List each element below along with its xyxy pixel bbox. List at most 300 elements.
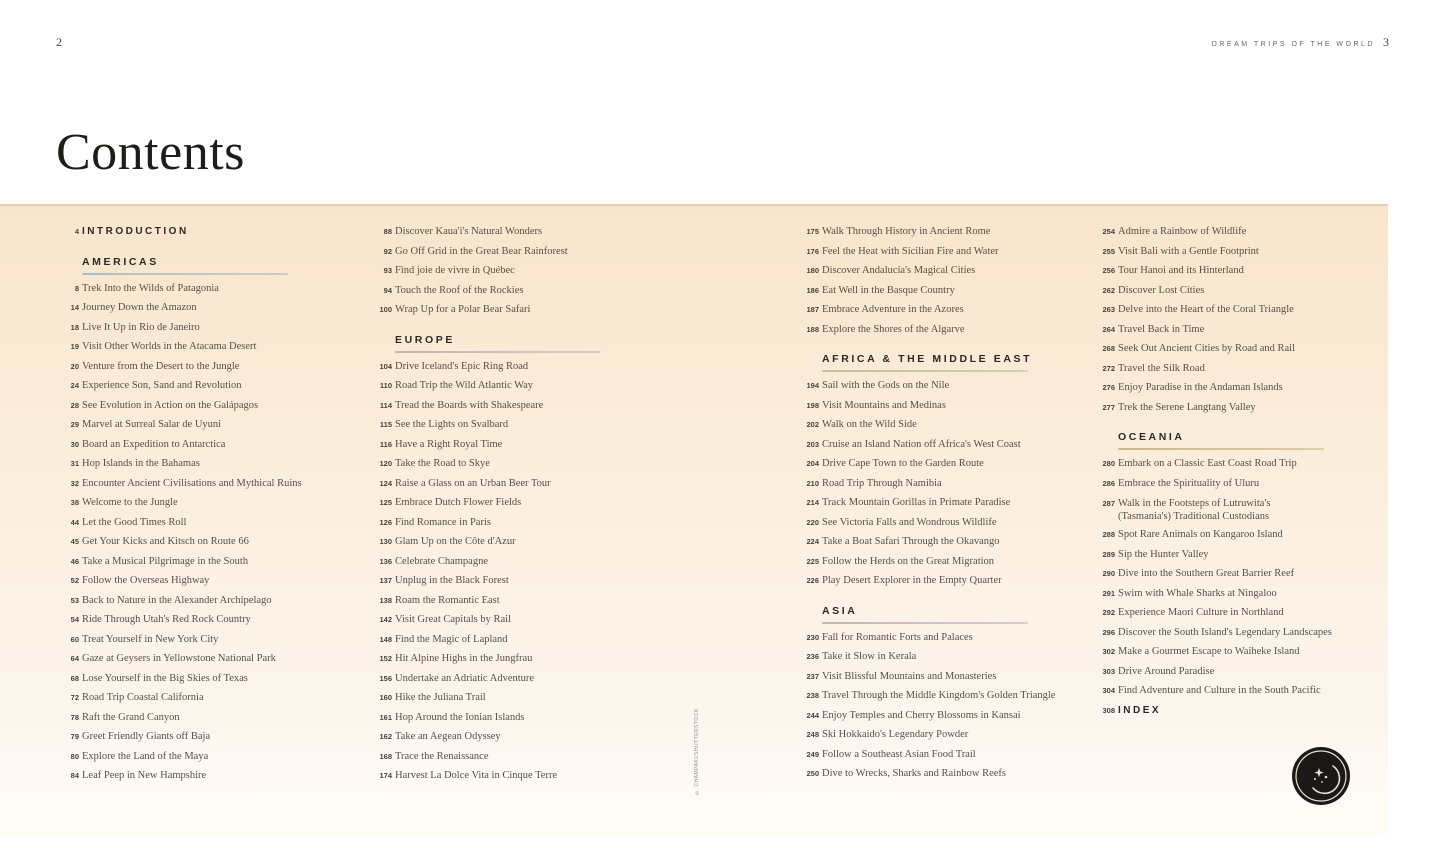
entry-page-number: 244 — [806, 710, 819, 720]
contents-entry[interactable] — [792, 458, 1092, 478]
contents-entry[interactable] — [52, 770, 352, 790]
contents-entry[interactable] — [792, 497, 1092, 517]
entry-page-number: 136 — [379, 556, 392, 566]
entry-title: Take the Road to Skye — [395, 458, 490, 469]
entry-title: Admire a Rainbow of Wildlife — [1118, 226, 1247, 237]
entry-title: Play Desert Explorer in the Empty Quarter — [822, 575, 1002, 586]
entry-page-number: 54 — [70, 615, 79, 624]
entry-title: Trek the Serene Langtang Valley — [1118, 401, 1256, 413]
contents-entry[interactable] — [792, 651, 1092, 671]
entry-page-number: 249 — [806, 749, 819, 759]
contents-entry[interactable] — [365, 439, 665, 459]
entry-title: Enjoy Temples and Cherry Blossoms in Kansai — [822, 709, 1021, 721]
contents-entry[interactable] — [1088, 478, 1388, 498]
section-heading — [792, 353, 1092, 372]
entry-page-number: 45 — [70, 537, 79, 546]
entry-page-number: 225 — [806, 556, 819, 566]
contents-entry[interactable] — [1088, 588, 1388, 608]
entry-page-number: 44 — [70, 517, 79, 527]
entry-title: Dive into the Southern Great Barrier Reef — [1118, 568, 1295, 579]
section-heading — [365, 334, 665, 353]
contents-entry[interactable] — [52, 595, 352, 615]
entry-title: Venture from the Desert to the Jungle — [82, 360, 240, 372]
contents-column-1 — [52, 226, 352, 790]
entry-title: Leaf Peep in New Hampshire — [82, 770, 207, 781]
contents-entry[interactable] — [1088, 627, 1388, 647]
entry-page-number: 116 — [379, 439, 392, 449]
entry-page-number: 130 — [379, 537, 392, 546]
contents-entry[interactable] — [1088, 497, 1388, 529]
entry-title: Spot Rare Animals on Kangaroo Island — [1118, 529, 1283, 540]
entry-title: Unplug in the Black Forest — [395, 575, 509, 586]
entry-title: Embrace Adventure in the Azores — [822, 304, 964, 315]
contents-entry[interactable] — [792, 246, 1092, 266]
entry-page-number: 72 — [70, 693, 79, 702]
contents-entry[interactable] — [365, 634, 665, 654]
contents-entry[interactable] — [792, 710, 1092, 730]
contents-column-4 — [1088, 226, 1388, 724]
contents-entry[interactable] — [52, 419, 352, 439]
contents-entry[interactable] — [1088, 646, 1388, 666]
section-heading — [792, 605, 1092, 624]
contents-entry[interactable] — [52, 322, 352, 342]
contents-entry[interactable] — [365, 692, 665, 712]
contents-entry[interactable] — [365, 712, 665, 732]
entry-title: Sip the Hunter Valley — [1118, 548, 1209, 560]
entry-page-number: 110 — [379, 381, 392, 390]
entry-title: Sail with the Gods on the Nile — [822, 380, 950, 391]
entry-page-number: 94 — [383, 285, 392, 295]
contents-entry[interactable] — [365, 614, 665, 634]
contents-entry[interactable] — [52, 575, 352, 595]
section-heading — [1088, 431, 1388, 450]
entry-page-number: 161 — [379, 712, 392, 722]
entry-page-number: 286 — [1102, 478, 1115, 488]
publisher-emblem-icon — [1291, 746, 1351, 806]
entry-title: Ride Through Utah's Red Rock Country — [82, 614, 251, 625]
contents-entry[interactable] — [52, 302, 352, 322]
contents-entry[interactable] — [52, 458, 352, 478]
entry-title: Fall for Romantic Forts and Palaces — [822, 631, 973, 643]
entry-title: Visit Mountains and Medinas — [822, 399, 946, 411]
contents-entry[interactable] — [1088, 666, 1388, 686]
contents-entry[interactable] — [792, 419, 1092, 439]
contents-entry[interactable] — [1088, 246, 1388, 266]
contents-entry[interactable] — [365, 361, 665, 381]
contents-entry[interactable] — [365, 226, 665, 246]
contents-entry[interactable] — [52, 634, 352, 654]
contents-entry[interactable] — [52, 536, 352, 556]
entry-page-number: 202 — [806, 420, 819, 429]
contents-entry[interactable] — [1088, 568, 1388, 588]
contents-entry[interactable] — [365, 673, 665, 693]
entry-title: Go Off Grid in the Great Bear Rainforest — [395, 245, 568, 257]
entry-title: Trace the Renaissance — [395, 750, 489, 762]
section-heading-label: AFRICA & THE MIDDLE EAST — [822, 353, 1033, 365]
contents-entry[interactable] — [365, 731, 665, 751]
entry-title: Wrap Up for a Polar Bear Safari — [395, 304, 531, 315]
contents-entry[interactable] — [792, 380, 1092, 400]
contents-entry[interactable] — [52, 439, 352, 459]
entry-title: Explore the Land of the Maya — [82, 750, 209, 762]
entry-title: Discover Lost Cities — [1118, 284, 1205, 296]
entry-page-number: 304 — [1102, 686, 1115, 695]
entry-page-number: 4 — [74, 227, 79, 236]
entry-title: Roam the Romantic East — [395, 594, 500, 606]
page-title: Contents — [56, 124, 245, 181]
entry-page-number: 220 — [806, 517, 819, 527]
entry-page-number: 303 — [1102, 666, 1115, 676]
contents-entry[interactable] — [1088, 226, 1388, 246]
contents-entry[interactable] — [792, 575, 1092, 595]
entry-title: See Victoria Falls and Wondrous Wildlife — [822, 516, 997, 528]
entry-page-number: 93 — [383, 266, 392, 275]
entry-title: INDEX — [1118, 704, 1162, 716]
entry-title: Enjoy Paradise in the Andaman Islands — [1118, 382, 1283, 393]
contents-entry[interactable] — [1088, 343, 1388, 363]
entry-page-number: 79 — [70, 732, 79, 741]
contents-entry[interactable] — [365, 478, 665, 498]
contents-entry[interactable] — [1088, 549, 1388, 569]
entry-page-number: 175 — [806, 227, 819, 236]
contents-entry[interactable] — [52, 517, 352, 537]
contents-entry[interactable] — [1088, 285, 1388, 305]
entry-title: Make a Gourmet Escape to Waiheke Island — [1118, 646, 1300, 657]
entry-title: Undertake an Adriatic Adventure — [395, 672, 535, 684]
running-header — [1212, 35, 1389, 50]
entry-page-number: 8 — [74, 283, 79, 293]
entry-page-number: 291 — [1102, 588, 1115, 598]
entry-title: Welcome to the Jungle — [82, 497, 178, 508]
contents-entry[interactable] — [792, 285, 1092, 305]
entry-page-number: 277 — [1102, 402, 1115, 412]
contents-entry[interactable] — [52, 400, 352, 420]
entry-page-number: 263 — [1102, 305, 1115, 314]
entry-title: Journey Down the Amazon — [82, 302, 197, 313]
contents-entry[interactable] — [52, 673, 352, 693]
contents-entry[interactable] — [1088, 529, 1388, 549]
entry-title: Walk in the Footsteps of Lutruwita's (Tasmania's) Traditional Custodians — [1118, 498, 1271, 522]
entry-title: Encounter Ancient Civilisations and Mythical Ruins — [82, 477, 302, 489]
contents-entry[interactable] — [1088, 458, 1388, 478]
entry-title: Discover Andalucía's Magical Cities — [822, 265, 976, 276]
entry-page-number: 20 — [70, 361, 79, 371]
entry-page-number: 256 — [1102, 266, 1115, 275]
contents-entry[interactable] — [792, 304, 1092, 324]
entry-title: Find joie de vivre in Québec — [395, 265, 515, 276]
entry-title: Embark on a Classic East Coast Road Trip — [1118, 458, 1297, 469]
entry-title: Delve into the Heart of the Coral Triangle — [1118, 304, 1294, 315]
entry-title: Raft the Grand Canyon — [82, 711, 180, 723]
contents-entry[interactable] — [365, 517, 665, 537]
entry-title: Get Your Kicks and Kitsch on Route 66 — [82, 536, 249, 547]
entry-page-number: 124 — [379, 478, 392, 488]
entry-page-number: 46 — [70, 556, 79, 566]
entry-title: Road Trip the Wild Atlantic Way — [395, 380, 534, 391]
entry-title: Treat Yourself in New York City — [82, 633, 219, 645]
entry-page-number: 160 — [379, 693, 392, 702]
contents-entry[interactable] — [365, 653, 665, 673]
contents-major-entry[interactable] — [1088, 705, 1388, 725]
contents-entry[interactable] — [792, 556, 1092, 576]
entry-page-number: 78 — [70, 712, 79, 722]
entry-title: Back to Nature in the Alexander Archipelago — [82, 594, 272, 606]
contents-entry[interactable] — [365, 285, 665, 305]
entry-page-number: 250 — [806, 769, 819, 778]
entry-page-number: 60 — [70, 634, 79, 644]
entry-page-number: 186 — [806, 285, 819, 295]
contents-entry[interactable] — [365, 770, 665, 790]
contents-entry[interactable] — [792, 226, 1092, 246]
contents-entry[interactable] — [792, 768, 1092, 788]
contents-entry[interactable] — [792, 265, 1092, 285]
contents-entry[interactable] — [52, 361, 352, 381]
contents-entry[interactable] — [52, 751, 352, 771]
entry-page-number: 28 — [70, 400, 79, 410]
contents-entry[interactable] — [1088, 382, 1388, 402]
entry-title: Hop Around the Ionian Islands — [395, 711, 525, 723]
contents-entry[interactable] — [1088, 402, 1388, 422]
entry-page-number: 162 — [379, 732, 392, 741]
contents-entry[interactable] — [365, 304, 665, 324]
contents-entry[interactable] — [1088, 304, 1388, 324]
section-heading-label: EUROPE — [395, 333, 455, 346]
entry-page-number: 230 — [806, 632, 819, 642]
section-heading-label: AMERICAS — [82, 255, 159, 268]
entry-page-number: 198 — [806, 400, 819, 410]
entry-page-number: 156 — [379, 673, 392, 683]
entry-page-number: 114 — [379, 400, 392, 410]
entry-page-number: 30 — [70, 439, 79, 449]
contents-entry[interactable] — [52, 380, 352, 400]
entry-page-number: 238 — [806, 691, 819, 700]
contents-entry[interactable] — [365, 400, 665, 420]
contents-entry[interactable] — [792, 439, 1092, 459]
entry-page-number: 68 — [70, 673, 79, 683]
contents-entry[interactable] — [792, 671, 1092, 691]
entry-title: Track Mountain Gorillas in Primate Paradise — [822, 497, 1011, 508]
entry-title: Follow the Herds on the Great Migration — [822, 555, 995, 567]
entry-page-number: 289 — [1102, 549, 1115, 559]
entry-page-number: 188 — [806, 324, 819, 334]
entry-title: Embrace the Spirituality of Uluru — [1118, 477, 1260, 489]
contents-entry[interactable] — [1088, 265, 1388, 285]
entry-title: Seek Out Ancient Cities by Road and Rail — [1118, 343, 1296, 354]
entry-page-number: 84 — [70, 771, 79, 780]
entry-title: Celebrate Champagne — [395, 555, 489, 567]
entry-title: Find the Magic of Lapland — [395, 633, 508, 645]
entry-title: Take it Slow in Kerala — [822, 651, 917, 662]
entry-title: See Evolution in Action on the Galápagos — [82, 399, 259, 411]
entry-title: Have a Right Royal Time — [395, 438, 503, 450]
contents-entry[interactable] — [52, 341, 352, 361]
entry-page-number: 204 — [806, 459, 819, 468]
page-number-right: 3 — [1383, 35, 1389, 49]
contents-entry[interactable] — [365, 751, 665, 771]
entry-page-number: 174 — [379, 771, 392, 780]
entry-page-number: 53 — [70, 595, 79, 605]
contents-entry[interactable] — [365, 595, 665, 615]
entry-title: Greet Friendly Giants off Baja — [82, 731, 211, 742]
contents-entry[interactable] — [1088, 607, 1388, 627]
entry-title: Take a Boat Safari Through the Okavango — [822, 536, 1000, 547]
entry-page-number: 142 — [379, 615, 392, 624]
contents-entry[interactable] — [52, 283, 352, 303]
entry-title: Explore the Shores of the Algarve — [822, 323, 965, 335]
entry-page-number: 276 — [1102, 383, 1115, 392]
entry-page-number: 104 — [379, 361, 392, 371]
contents-entry[interactable] — [792, 690, 1092, 710]
entry-page-number: 126 — [379, 517, 392, 527]
entry-page-number: 64 — [70, 654, 79, 663]
entry-title: Drive Around Paradise — [1118, 665, 1215, 677]
photo-credit: © CHAMPAKI/SHUTTERSTOCK — [694, 708, 700, 795]
entry-page-number: 92 — [383, 246, 392, 256]
entry-title: Marvel at Surreal Salar de Uyuni — [82, 419, 222, 430]
entry-title: Drive Iceland's Epic Ring Road — [395, 360, 529, 372]
entry-page-number: 264 — [1102, 324, 1115, 334]
entry-page-number: 168 — [379, 751, 392, 761]
entry-title: Travel Through the Middle Kingdom's Golden Triangle — [822, 690, 1056, 701]
contents-entry[interactable] — [792, 400, 1092, 420]
contents-column-3 — [792, 226, 1092, 788]
contents-entry[interactable] — [52, 556, 352, 576]
entry-page-number: 152 — [379, 654, 392, 663]
section-heading — [52, 256, 352, 275]
contents-entry[interactable] — [1088, 685, 1388, 705]
entry-title: Embrace Dutch Flower Fields — [395, 497, 522, 508]
contents-entry[interactable] — [365, 536, 665, 556]
entry-title: Walk on the Wild Side — [822, 419, 917, 430]
contents-entry[interactable] — [365, 246, 665, 266]
contents-entry[interactable] — [52, 478, 352, 498]
entry-page-number: 280 — [1102, 459, 1115, 468]
entry-page-number: 236 — [806, 652, 819, 661]
contents-entry[interactable] — [52, 731, 352, 751]
entry-page-number: 29 — [70, 420, 79, 429]
entry-title: Drive Cape Town to the Garden Route — [822, 458, 984, 469]
contents-entry[interactable] — [792, 536, 1092, 556]
entry-title: Raise a Glass on an Urban Beer Tour — [395, 477, 551, 489]
entry-page-number: 254 — [1102, 227, 1115, 236]
entry-title: Touch the Roof of the Rockies — [395, 284, 524, 296]
contents-entry[interactable] — [1088, 363, 1388, 383]
entry-page-number: 38 — [70, 498, 79, 507]
entry-title: Follow the Overseas Highway — [82, 575, 210, 586]
section-rule — [1118, 448, 1324, 450]
contents-entry[interactable] — [792, 478, 1092, 498]
contents-entry[interactable] — [365, 556, 665, 576]
page-number-left: 2 — [56, 35, 62, 49]
contents-entry[interactable] — [365, 458, 665, 478]
entry-page-number: 308 — [1102, 705, 1115, 715]
entry-page-number: 187 — [806, 305, 819, 314]
section-heading-label: ASIA — [822, 604, 858, 617]
contents-entry[interactable] — [52, 692, 352, 712]
contents-entry[interactable] — [792, 517, 1092, 537]
entry-title: Discover the South Island's Legendary Landscapes — [1118, 626, 1332, 638]
section-rule — [822, 622, 1028, 624]
entry-page-number: 148 — [379, 634, 392, 644]
contents-entry[interactable] — [52, 712, 352, 732]
entry-title: Dive to Wrecks, Sharks and Rainbow Reefs — [822, 768, 1006, 779]
entry-page-number: 287 — [1102, 499, 1115, 508]
entry-title: Follow a Southeast Asian Food Trail — [822, 748, 976, 760]
entry-page-number: 237 — [806, 671, 819, 681]
entry-title: Travel the Silk Road — [1118, 362, 1205, 374]
entry-page-number: 14 — [70, 303, 79, 312]
entry-page-number: 125 — [379, 498, 392, 507]
entry-title: Harvest La Dolce Vita in Cinque Terre — [395, 770, 558, 781]
entry-title: See the Lights on Svalbard — [395, 419, 509, 430]
entry-page-number: 137 — [379, 576, 392, 585]
section-heading-label: OCEANIA — [1118, 431, 1185, 443]
entry-page-number: 210 — [806, 478, 819, 488]
entry-page-number: 302 — [1102, 647, 1115, 656]
contents-entry[interactable] — [792, 632, 1092, 652]
entry-title: Visit Other Worlds in the Atacama Desert — [82, 341, 257, 352]
contents-entry[interactable] — [365, 575, 665, 595]
entry-page-number: 19 — [70, 342, 79, 351]
entry-title: Hit Alpine Highs in the Jungfrau — [395, 653, 533, 664]
section-rule — [82, 273, 288, 275]
section-rule — [395, 351, 601, 353]
contents-entry[interactable] — [1088, 324, 1388, 344]
entry-title: Road Trip Through Namibia — [822, 477, 942, 489]
contents-major-entry[interactable] — [52, 226, 352, 246]
entry-title: Glam Up on the Côte d'Azur — [395, 536, 516, 547]
entry-page-number: 194 — [806, 381, 819, 390]
entry-page-number: 180 — [806, 266, 819, 275]
contents-entry[interactable] — [52, 653, 352, 673]
entry-page-number: 255 — [1102, 246, 1115, 256]
entry-title: Take a Musical Pilgrimage in the South — [82, 555, 249, 567]
entry-title: Cruise an Island Nation off Africa's West Coast — [822, 438, 1021, 450]
contents-entry[interactable] — [792, 749, 1092, 769]
entry-title: INTRODUCTION — [82, 226, 189, 237]
entry-title: Find Adventure and Culture in the South Pacific — [1118, 685, 1321, 696]
entry-page-number: 214 — [806, 498, 819, 507]
contents-entry[interactable] — [52, 497, 352, 517]
entry-page-number: 24 — [70, 381, 79, 390]
entry-page-number: 290 — [1102, 569, 1115, 578]
contents-entry[interactable] — [365, 497, 665, 517]
entry-page-number: 138 — [379, 595, 392, 605]
entry-title: Experience Maori Culture in Northland — [1118, 607, 1284, 618]
contents-entry[interactable] — [792, 324, 1092, 344]
entry-page-number: 226 — [806, 576, 819, 585]
entry-title: Take an Aegean Odyssey — [395, 731, 501, 742]
entry-page-number: 203 — [806, 439, 819, 449]
contents-entry[interactable] — [52, 614, 352, 634]
contents-entry[interactable] — [365, 265, 665, 285]
entry-title: Ski Hokkaido's Legendary Powder — [822, 729, 969, 740]
contents-entry[interactable] — [365, 380, 665, 400]
entry-page-number: 52 — [70, 576, 79, 585]
entry-page-number: 176 — [806, 246, 819, 256]
contents-entry[interactable] — [792, 729, 1092, 749]
running-head-title: DREAM TRIPS OF THE WORLD — [1211, 41, 1375, 48]
entry-title: Visit Bali with a Gentle Footprint — [1118, 245, 1259, 257]
entry-title: Walk Through History in Ancient Rome — [822, 226, 991, 237]
entry-page-number: 120 — [379, 459, 392, 468]
contents-entry[interactable] — [365, 419, 665, 439]
entry-page-number: 32 — [70, 478, 79, 488]
entry-page-number: 100 — [379, 305, 392, 314]
entry-title: Board an Expedition to Antarctica — [82, 438, 226, 450]
entry-page-number: 262 — [1102, 285, 1115, 295]
entry-page-number: 268 — [1102, 344, 1115, 353]
